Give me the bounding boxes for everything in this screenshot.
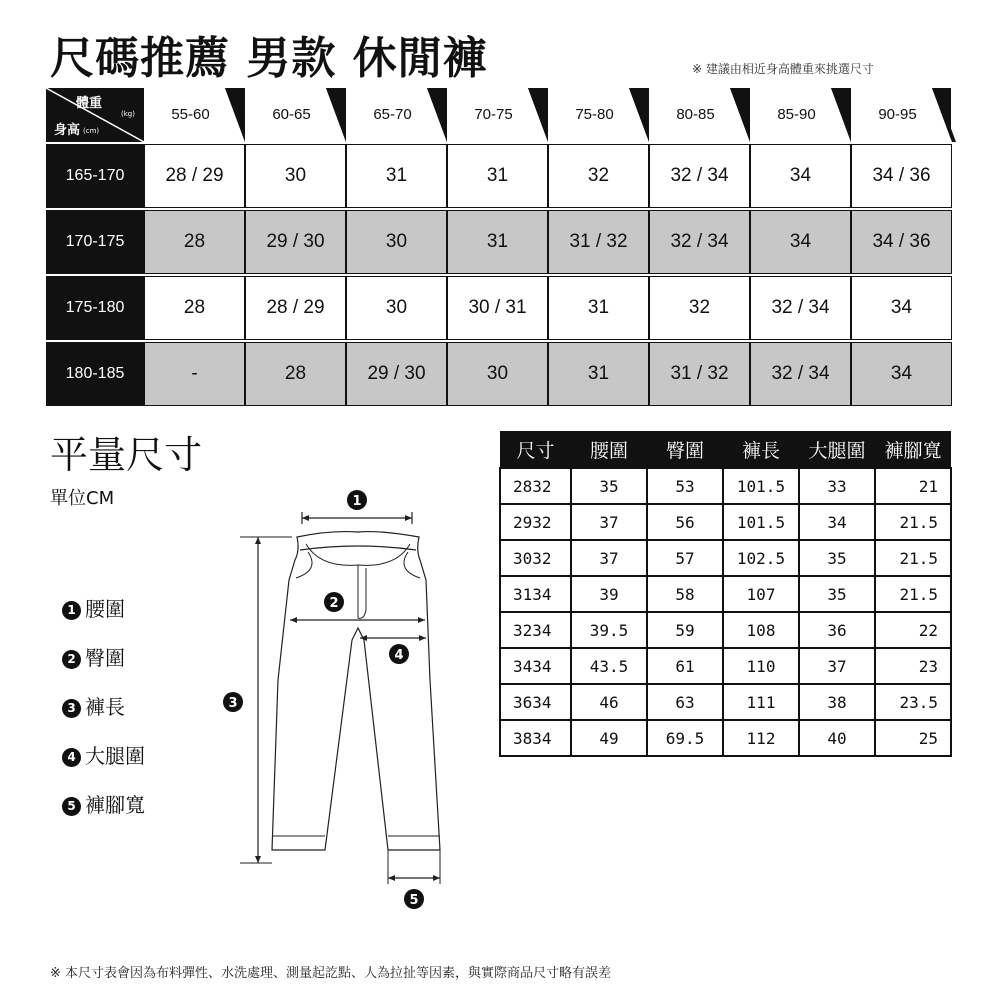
recommendation-row xyxy=(46,276,951,340)
waistband xyxy=(300,546,416,550)
measurement-cell: 21.5 xyxy=(875,540,951,576)
size-cell: 34 xyxy=(750,144,851,208)
marker-1-label: 1 xyxy=(352,494,362,509)
size-cell: 34 xyxy=(851,342,952,406)
size-cell: 32 / 34 xyxy=(750,342,851,406)
weight-header-row xyxy=(46,88,951,142)
size-cell: 32 / 34 xyxy=(649,210,750,274)
size-recommendation-grid xyxy=(46,88,951,409)
size-cell: 31 xyxy=(447,144,548,208)
measurement-cell: 111 xyxy=(723,684,799,720)
height-label: 180-185 xyxy=(46,342,144,406)
weight-label: 55-60 xyxy=(171,106,210,123)
table-row xyxy=(500,612,951,648)
selection-note: ※ 建議由相近身高體重來挑選尺寸 xyxy=(692,62,874,76)
measurement-cell: 37 xyxy=(799,648,875,684)
size-cell: 34 / 36 xyxy=(851,144,952,208)
measurement-cell: 21.5 xyxy=(875,504,951,540)
size-cell: 30 xyxy=(245,144,346,208)
measurement-header-cell: 腰圍 xyxy=(571,431,647,468)
size-cell: 30 xyxy=(346,276,447,340)
marker-4-label: 4 xyxy=(394,648,404,663)
measurement-cell: 69.5 xyxy=(647,720,723,756)
legend-label: 褲長 xyxy=(85,695,125,719)
legend-item xyxy=(62,740,145,766)
size-cell: 31 / 32 xyxy=(649,342,750,406)
weight-label: 70-75 xyxy=(474,106,513,123)
measurement-cell: 2832 xyxy=(500,468,571,504)
page-title: 尺碼推薦 男款 休閒褲 xyxy=(50,33,488,84)
height-label: 170-175 xyxy=(46,210,144,274)
marker-2-label: 2 xyxy=(329,596,339,611)
table-row xyxy=(500,720,951,756)
measurement-cell: 3834 xyxy=(500,720,571,756)
measurement-header-cell: 褲腳寬 xyxy=(875,431,951,468)
measurement-cell: 25 xyxy=(875,720,951,756)
left-pocket xyxy=(296,552,312,578)
measurement-cell: 37 xyxy=(571,540,647,576)
table-row xyxy=(500,504,951,540)
measurement-cell: 3634 xyxy=(500,684,571,720)
legend-item xyxy=(62,593,125,619)
measurement-cell: 63 xyxy=(647,684,723,720)
size-cell: 34 xyxy=(851,276,952,340)
table-row xyxy=(500,540,951,576)
size-cell: 28 xyxy=(245,342,346,406)
size-cell: 34 xyxy=(750,210,851,274)
legend-label: 大腿圍 xyxy=(85,744,145,768)
measurement-table xyxy=(499,431,952,757)
size-cell: 31 xyxy=(346,144,447,208)
measurement-cell: 39 xyxy=(571,576,647,612)
measurement-cell: 3434 xyxy=(500,648,571,684)
table-row xyxy=(500,576,951,612)
size-cell: 28 xyxy=(144,210,245,274)
size-cell: - xyxy=(144,342,245,406)
measurement-cell: 101.5 xyxy=(723,468,799,504)
table-row xyxy=(500,468,951,504)
size-cell: 31 xyxy=(447,210,548,274)
measurement-cell: 40 xyxy=(799,720,875,756)
measurement-cell: 39.5 xyxy=(571,612,647,648)
size-cell: 28 / 29 xyxy=(245,276,346,340)
fly-seam xyxy=(358,565,366,618)
marker-5-label: 5 xyxy=(409,893,419,908)
measurement-cell: 101.5 xyxy=(723,504,799,540)
measurement-cell: 35 xyxy=(799,540,875,576)
measurement-cell: 33 xyxy=(799,468,875,504)
weight-label: 85-90 xyxy=(777,106,816,123)
size-cell: 32 xyxy=(649,276,750,340)
legend-item xyxy=(62,691,125,717)
measurement-cell: 36 xyxy=(799,612,875,648)
size-cell: 31 / 32 xyxy=(548,210,649,274)
size-cell: 32 / 34 xyxy=(649,144,750,208)
measurement-header-cell: 臀圍 xyxy=(647,431,723,468)
size-cell: 31 xyxy=(548,342,649,406)
legend-label: 褲腳寬 xyxy=(85,793,145,817)
measurement-header-cell: 大腿圍 xyxy=(799,431,875,468)
height-unit-label: (cm) xyxy=(83,127,100,135)
measurement-cell: 21 xyxy=(875,468,951,504)
legend-number-icon: 5 xyxy=(62,797,81,816)
weight-label: 75-80 xyxy=(575,106,614,123)
legend-label: 臀圍 xyxy=(85,646,125,670)
weight-label: 65-70 xyxy=(373,106,412,123)
weight-unit-label: (kg) xyxy=(121,110,135,118)
measurement-cell: 59 xyxy=(647,612,723,648)
measurement-cell: 107 xyxy=(723,576,799,612)
measurement-table-body xyxy=(500,468,951,756)
measurement-cell: 3032 xyxy=(500,540,571,576)
measurement-cell: 35 xyxy=(571,468,647,504)
measurement-cell: 38 xyxy=(799,684,875,720)
measurement-cell: 34 xyxy=(799,504,875,540)
measurement-cell: 2932 xyxy=(500,504,571,540)
size-cell: 32 xyxy=(548,144,649,208)
measurement-cell: 49 xyxy=(571,720,647,756)
size-cell: 30 xyxy=(346,210,447,274)
size-cell: 31 xyxy=(548,276,649,340)
marker-3-label: 3 xyxy=(228,696,238,711)
measurement-cell: 53 xyxy=(647,468,723,504)
legend-item xyxy=(62,789,145,815)
measurement-cell: 112 xyxy=(723,720,799,756)
measurement-cell: 108 xyxy=(723,612,799,648)
measurement-cell: 3134 xyxy=(500,576,571,612)
measurement-header-cell: 褲長 xyxy=(723,431,799,468)
pants-outline xyxy=(272,532,440,850)
recommendation-row xyxy=(46,210,951,274)
weight-label: 60-65 xyxy=(272,106,311,123)
size-cell: 29 / 30 xyxy=(346,342,447,406)
legend-number-icon: 3 xyxy=(62,699,81,718)
measurement-cell: 56 xyxy=(647,504,723,540)
size-cell: 30 xyxy=(447,342,548,406)
footnote: ※ 本尺寸表會因為布料彈性、水洗處理、測量起訖點、人為拉扯等因素，與實際商品尺寸略有誤差 xyxy=(50,966,612,981)
measurement-cell: 23 xyxy=(875,648,951,684)
measurement-cell: 58 xyxy=(647,576,723,612)
measurement-cell: 57 xyxy=(647,540,723,576)
recommendation-row xyxy=(46,342,951,406)
weight-axis-label: 體重 xyxy=(76,96,103,111)
right-pocket xyxy=(404,552,420,578)
size-cell: 28 xyxy=(144,276,245,340)
measurement-cell: 22 xyxy=(875,612,951,648)
measurement-cell: 110 xyxy=(723,648,799,684)
measurement-cell: 102.5 xyxy=(723,540,799,576)
table-row xyxy=(500,648,951,684)
height-axis-label: 身高 xyxy=(54,123,81,138)
measurement-cell: 21.5 xyxy=(875,576,951,612)
legend-number-icon: 1 xyxy=(62,601,81,620)
measurement-cell: 35 xyxy=(799,576,875,612)
size-cell: 30 / 31 xyxy=(447,276,548,340)
unit-label: 單位CM xyxy=(50,488,115,509)
legend-label: 腰圍 xyxy=(85,597,125,621)
measurement-cell: 23.5 xyxy=(875,684,951,720)
weight-label: 80-85 xyxy=(676,106,715,123)
measurement-cell: 3234 xyxy=(500,612,571,648)
measurement-cell: 43.5 xyxy=(571,648,647,684)
legend-number-icon: 2 xyxy=(62,650,81,669)
legend-item xyxy=(62,642,125,668)
size-cell: 32 / 34 xyxy=(750,276,851,340)
flat-measure-title: 平量尺寸 xyxy=(50,433,203,477)
size-cell: 29 / 30 xyxy=(245,210,346,274)
recommendation-row xyxy=(46,144,951,208)
measurement-cell: 46 xyxy=(571,684,647,720)
measurement-header-cell: 尺寸 xyxy=(500,431,571,468)
size-cell: 34 / 36 xyxy=(851,210,952,274)
pants-diagram xyxy=(230,480,460,920)
weight-label: 90-95 xyxy=(878,106,917,123)
legend-number-icon: 4 xyxy=(62,748,81,767)
height-label: 165-170 xyxy=(46,144,144,208)
measurement-table-header xyxy=(500,431,951,468)
measurement-cell: 61 xyxy=(647,648,723,684)
height-label: 175-180 xyxy=(46,276,144,340)
measurement-cell: 37 xyxy=(571,504,647,540)
size-cell: 28 / 29 xyxy=(144,144,245,208)
table-row xyxy=(500,684,951,720)
